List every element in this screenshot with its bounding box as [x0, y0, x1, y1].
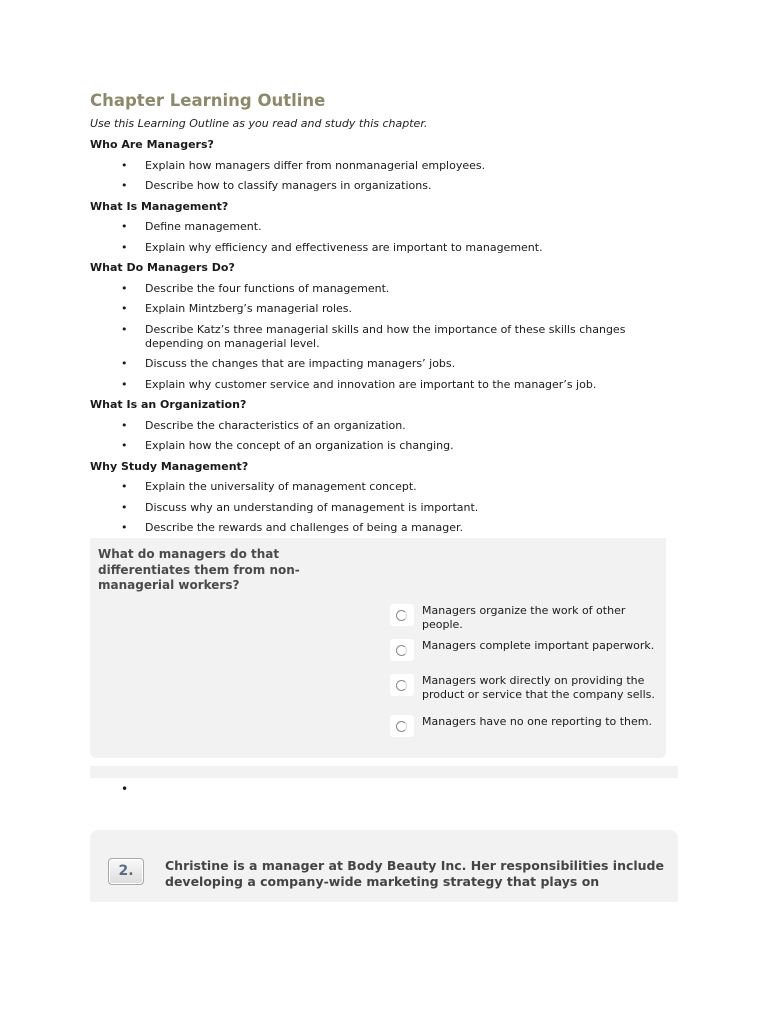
list-item: [90, 302, 645, 323]
bullet: •: [121, 480, 128, 493]
radio-circle-icon: [396, 610, 407, 621]
list-item-text: Describe how to classify managers in organizations.: [145, 179, 432, 192]
list-item-text: Discuss why an understanding of management is important.: [145, 500, 479, 514]
radio-circle-icon: [396, 645, 407, 656]
list-item: [90, 179, 645, 200]
list-item: [90, 220, 645, 241]
radio-button[interactable]: [390, 715, 414, 737]
list-item: [90, 282, 645, 303]
bullet: •: [121, 377, 128, 391]
list-item-text: Describe the characteristics of an organization.: [145, 418, 406, 432]
question-2-text: Christine is a manager at Body Beauty Inc. Her responsibilities include developing a company-wide marketing strategy that plays on: [165, 858, 664, 889]
section-heading: Who Are Managers?: [90, 138, 214, 151]
bullet: •: [121, 521, 128, 534]
section-heading: What Is an Organization?: [90, 398, 247, 411]
list-item-text: Explain the universality of management concept.: [145, 480, 417, 493]
list-item: [90, 501, 645, 522]
list-item-text: Describe the four functions of management.: [145, 281, 390, 295]
bullet: •: [121, 418, 128, 432]
list-item: [90, 439, 645, 460]
panel-footer-strip: [90, 766, 678, 778]
bullet: •: [121, 782, 129, 796]
radio-circle-icon: [396, 680, 407, 691]
answer-option-label[interactable]: Managers work directly on providing the product or service that the company sells.: [422, 674, 655, 701]
list-item: [90, 241, 645, 262]
bullet: •: [121, 179, 128, 192]
intro-text: Use this Learning Outline as you read and study this chapter.: [90, 117, 428, 130]
section-items: [90, 159, 680, 200]
list-item-text: Describe the rewards and challenges of being a manager.: [145, 521, 464, 534]
question-2-panel: [90, 830, 678, 902]
question-number-badge: 2.: [108, 858, 144, 885]
bullet: •: [121, 240, 128, 254]
list-item: [90, 378, 645, 399]
answer-option-label[interactable]: Managers complete important paperwork.: [422, 639, 655, 652]
bullet: •: [121, 357, 128, 370]
radio-button[interactable]: [390, 674, 414, 696]
bullet: •: [121, 281, 128, 295]
list-item-text: Explain how managers differ from nonmanagerial employees.: [145, 158, 486, 172]
section-heading: Why Study Management?: [90, 459, 249, 473]
list-item-text: Describe Katz’s three managerial skills and how the importance of these skills changes depending on managerial level.: [145, 322, 626, 350]
list-item: [90, 323, 645, 358]
section-items: [90, 419, 680, 460]
section-items: [90, 480, 680, 542]
bullet: •: [121, 302, 128, 315]
list-item: [90, 419, 645, 440]
list-item: [90, 357, 645, 378]
bullet: •: [121, 220, 128, 233]
list-item-text: Explain Mintzberg’s managerial roles.: [145, 302, 353, 315]
radio-button[interactable]: [390, 604, 414, 626]
question-1-text: What do managers do that differentiates them from non-managerial workers?: [98, 547, 300, 592]
radio-button[interactable]: [390, 639, 414, 661]
list-item: [90, 159, 645, 180]
section-heading: What Is Management?: [90, 199, 229, 213]
learning-outline: [90, 138, 680, 542]
outline-section: [90, 460, 680, 542]
answer-option-label[interactable]: Managers have no one reporting to them.: [422, 715, 653, 728]
list-item-text: Explain why efficiency and effectiveness are important to management.: [145, 240, 543, 254]
section-items: [90, 282, 680, 399]
question-1-panel: [90, 538, 666, 758]
outline-section: [90, 261, 680, 398]
list-item-text: Discuss the changes that are impacting managers’ jobs.: [145, 357, 456, 370]
list-item: [90, 480, 645, 501]
outline-section: [90, 200, 680, 262]
section-heading: What Do Managers Do?: [90, 261, 235, 274]
bullet: •: [121, 158, 128, 172]
bullet: •: [121, 500, 128, 514]
section-items: [90, 220, 680, 261]
list-item-text: Define management.: [145, 220, 262, 233]
outline-section: [90, 138, 680, 200]
list-item-text: Explain why customer service and innovation are important to the manager’s job.: [145, 377, 597, 391]
list-item-text: Explain how the concept of an organization is changing.: [145, 439, 454, 452]
page-title: Chapter Learning Outline: [90, 91, 326, 110]
outline-section: [90, 398, 680, 460]
answer-option-label[interactable]: Managers organize the work of other people.: [422, 604, 626, 631]
bullet: •: [121, 439, 128, 452]
bullet: •: [121, 322, 128, 336]
radio-circle-icon: [396, 721, 407, 732]
